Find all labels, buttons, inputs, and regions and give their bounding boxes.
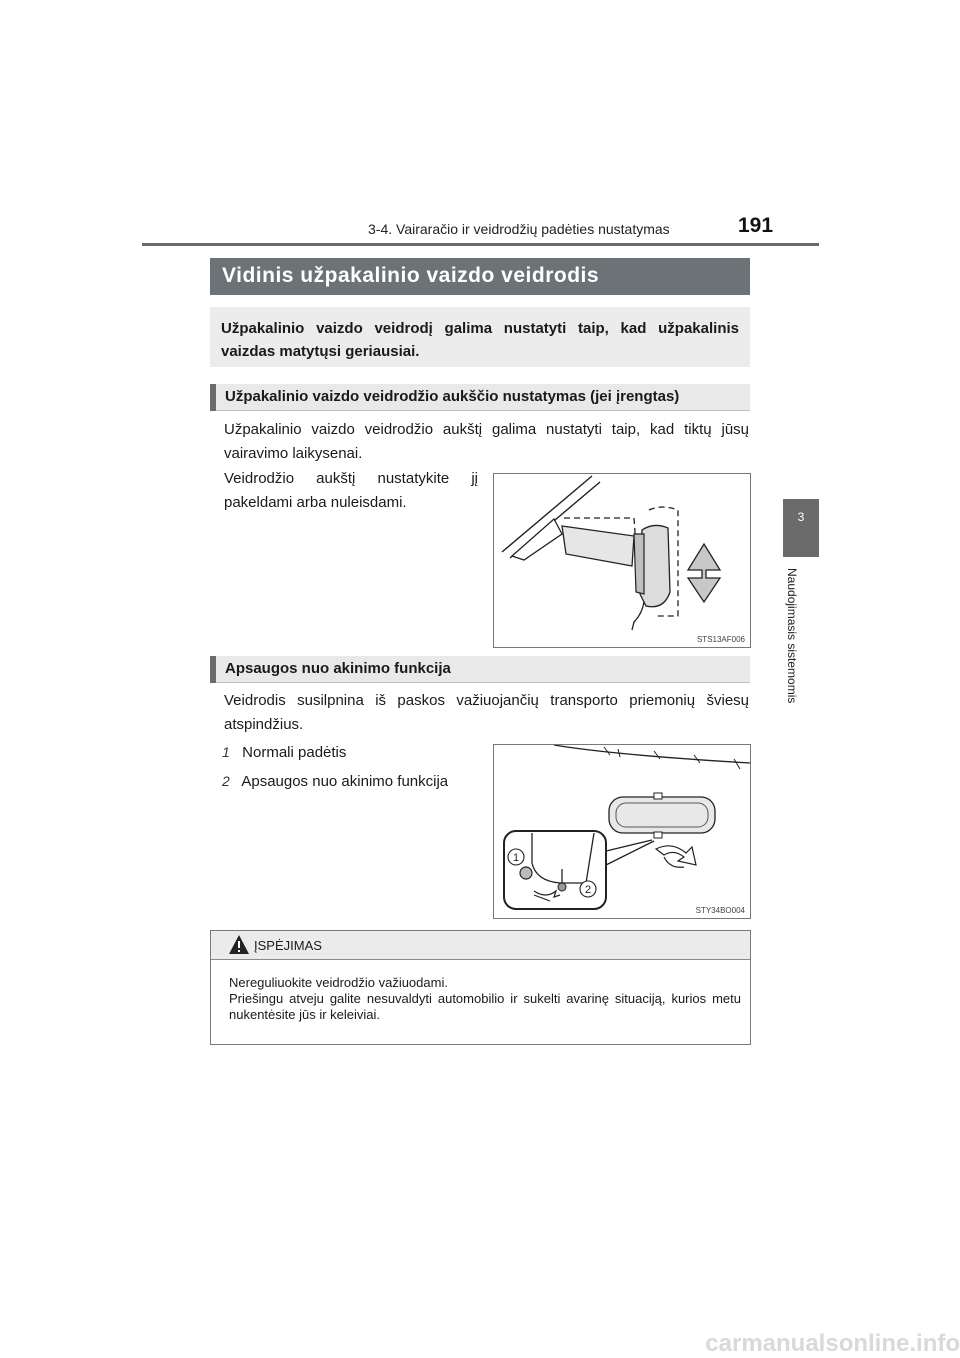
callout-1: 1 [512,852,520,864]
page-number: 191 [738,214,774,237]
list-item [222,738,482,767]
antiglare-illustration [494,745,750,918]
figure-antiglare [493,744,751,919]
list-item-label: Apsaugos nuo akinimo funkcija [241,773,449,790]
section-heading-height [210,384,750,411]
list-item [222,767,482,796]
header-rule [142,243,819,246]
section-heading-height-text: Užpakalinio vaizdo veidrodžio aukščio nustatymas (jei įrengtas) [225,388,680,405]
list-item-label: Normali padėtis [242,744,347,761]
page-title: Vidinis užpakalinio vaizdo veidrodis [222,264,600,287]
watermark: carmanualsonline.info [705,1330,960,1357]
warning-box [210,930,751,1045]
section-heading-antiglare [210,656,750,683]
warning-triangle-icon [228,934,250,955]
figure-mirror-height [493,473,751,648]
warning-title: ĮSPĖJIMAS [254,938,322,953]
mirror-height-illustration [494,474,750,647]
page-title-bar [210,258,750,295]
callout-list [222,738,482,796]
height-paragraph: Užpakalinio vaizdo veidrodžio aukštį galima nustatyti taip, kad tiktų jūsų vairavimo laikysenai. [224,421,749,462]
antiglare-paragraph: Veidrodis susilpnina iš paskos važiuojančių transporto priemonių šviesų atspindžius. [224,692,749,733]
running-header-section: 3-4. Vairaračio ir veidrodžių padėties nustatymas [368,221,670,237]
warning-line: Nereguliuokite veidrodžio važiuodami. [229,975,448,990]
section-heading-antiglare-text: Apsaugos nuo akinimo funkcija [225,660,451,677]
warning-header [211,931,750,960]
warning-body [229,975,741,1023]
figure-code: STY34BO004 [695,906,745,915]
figure-code: STS13AF006 [696,635,745,644]
intro-text: Užpakalinio vaizdo veidrodį galima nustatyti taip, kad užpakalinis vaizdas matytųsi geriausiai. [221,320,739,360]
intro-box [210,307,750,367]
warning-line: Priešingu atveju galite nesuvaldyti automobilio ir sukelti avarinę situaciją, kurios metu nukentėsite jūs ir keleiviai. [229,991,741,1022]
callout-2: 2 [584,884,592,896]
chapter-tab: 3 [783,499,819,557]
chapter-tab-label: Naudojimasis sistemomis [785,568,799,704]
callout-number: 2 [222,773,230,789]
callout-number: 1 [222,744,230,760]
height-instruction: Veidrodžio aukštį nustatykite jį pakeldami arba nuleisdami. [224,470,478,511]
